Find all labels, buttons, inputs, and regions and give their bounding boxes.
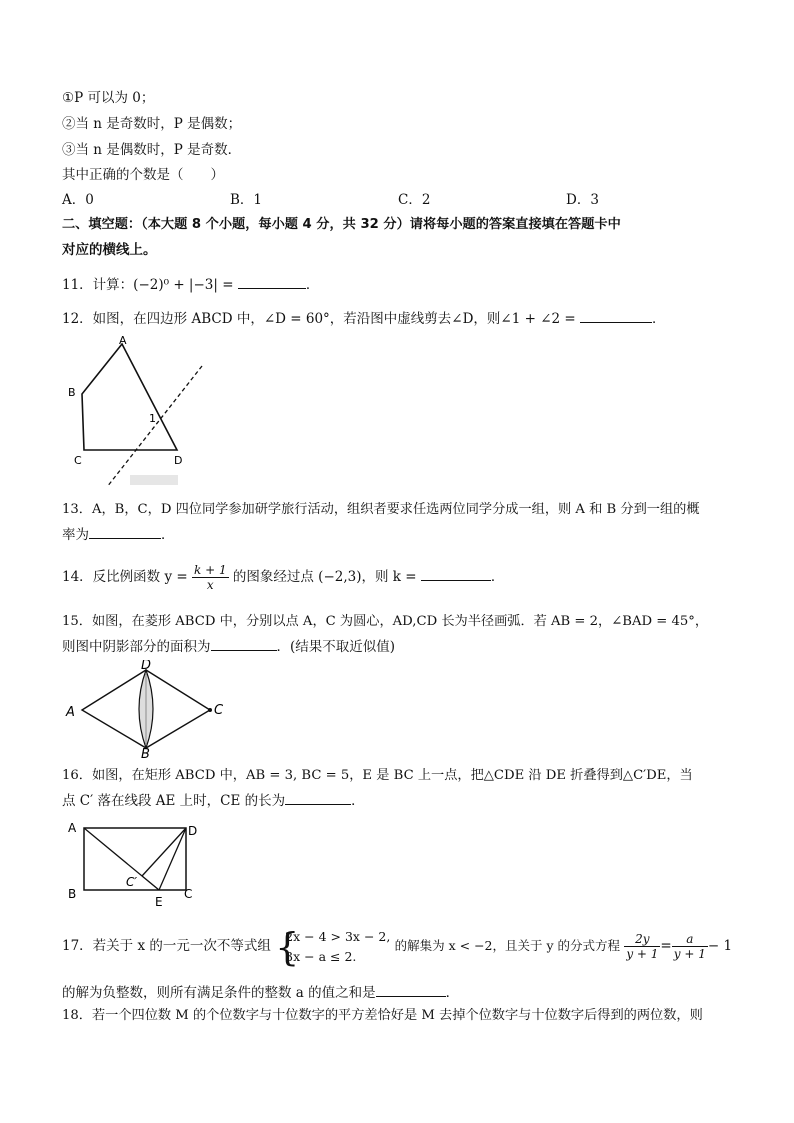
q13-answer-blank[interactable]	[89, 524, 161, 539]
choice-a: A．0	[62, 192, 94, 208]
question-16-line2	[62, 790, 365, 811]
q16-label-b: B	[68, 887, 77, 901]
question-17: 17．若关于 x 的一元一次不等式组 { 2x − 4 > 3x − 2, 3x − a ≤ 2. 的解集为 x < −2，且关于 y 的分式方程 $\frac{2y}{y + 1}$ = $\frac{a}{y + 1}$ − 1	[62, 924, 733, 969]
q16-answer-blank[interactable]	[285, 790, 351, 805]
question-16-line1: 16．如图，在矩形 ABCD 中，AB = 3, BC = 5，E 是 BC 上一点，把△CDE 沿 DE 折叠得到△C′DE，当	[62, 768, 693, 783]
option-statement-3: ③当 n 是偶数时，P 是奇数．	[62, 142, 242, 158]
q17-mid: 的解集为 x < −2，且关于 y 的分式方程	[394, 938, 621, 953]
q17-inequality-1: 2x − 4 > 3x − 2,	[285, 928, 391, 944]
q17-rhs-fraction: $\frac{a}{y + 1}$	[673, 932, 706, 961]
q15-suffix: ．(结果不取近似值)	[276, 639, 396, 655]
question-11	[62, 274, 319, 295]
q15-label-c: C	[214, 703, 224, 718]
option-statement-1: ①P 可以为 0；	[62, 90, 155, 106]
q15-label-b: B	[141, 747, 150, 760]
section-heading-line1: 二、填空题：（本大题 8 个小题，每小题 4 分，共 32 分）请将每小题的答案直接填在答题卡中	[62, 217, 621, 232]
question-prompt: 其中正确的个数是（ ）	[62, 167, 224, 183]
q12-label-c: C	[74, 454, 82, 467]
choice-c: C．2	[398, 192, 431, 208]
q17-end: ．	[445, 985, 460, 1001]
q14-prefix: 14．反比例函数 y =	[62, 569, 188, 585]
q11-end: ．	[305, 277, 320, 293]
option-statement-2: ②当 n 是奇数时，P 是偶数；	[62, 116, 242, 132]
question-14	[62, 560, 504, 594]
q12-label-a: A	[119, 334, 127, 347]
q12-answer-blank[interactable]	[580, 308, 652, 323]
q16-end: ．	[351, 793, 365, 809]
section-heading-line2: 对应的横线上。	[62, 242, 157, 258]
q17-inequality-system: { 2x − 4 > 3x − 2, 3x − a ≤ 2.	[275, 924, 391, 969]
q16-label-d: D	[188, 824, 198, 838]
choice-d: D．3	[566, 192, 599, 208]
q17-lhs-fraction: $\frac{2y}{y + 1}$	[626, 932, 659, 961]
q17-answer-blank[interactable]	[376, 982, 446, 997]
question-18-line1: 18．若一个四位数 M 的个位数字与十位数字的平方差恰好是 M 去掉个位数字与十位数字后得到的两位数，则	[62, 1008, 703, 1023]
q11-text: 11．计算：(−2)⁰ + |−3| =	[62, 277, 234, 293]
q12-label-b: B	[68, 386, 76, 399]
question-13-line2	[62, 524, 175, 545]
choice-b: B．1	[230, 192, 263, 208]
q16-label-c: C	[184, 887, 193, 901]
q15-prefix: 则图中阴影部分的面积为	[62, 639, 211, 655]
q14-fraction: $\frac{k + 1}{x}$	[194, 563, 227, 592]
q12-text: 12．如图，在四边形 ABCD 中，∠D = 60°，若沿图中虚线剪去∠D，则∠1 + ∠2 =	[62, 311, 576, 327]
q17-line2-prefix: 的解为负整数，则所有满足条件的整数 a 的值之和是	[62, 985, 376, 1001]
question-15-line2	[62, 636, 395, 657]
q12-label-d: D	[174, 454, 183, 467]
q15-label-a: A	[66, 705, 75, 720]
q14-end: ．	[490, 569, 505, 585]
q12-label-angle1: 1	[149, 412, 156, 425]
q13-prefix: 率为	[62, 527, 89, 543]
q16-label-a: A	[68, 821, 77, 835]
q16-prefix: 点 C′ 落在线段 AE 上时，CE 的长为	[62, 793, 286, 809]
q15-answer-blank[interactable]	[211, 636, 277, 651]
q17-prefix: 17．若关于 x 的一元一次不等式组	[62, 938, 271, 954]
question-12	[62, 308, 666, 329]
q15-label-d: D	[141, 660, 152, 673]
answer-choices	[0, 190, 794, 210]
q12-end: ．	[652, 311, 666, 327]
q11-answer-blank[interactable]	[238, 274, 306, 289]
q17-tail: − 1	[707, 938, 733, 954]
q12-figure	[62, 332, 212, 492]
q16-label-cprime: C′	[126, 875, 138, 889]
q14-suffix: 的图象经过点 (−2,3)，则 k =	[232, 569, 417, 585]
q13-end: ．	[161, 527, 175, 543]
question-15-line1: 15．如图，在菱形 ABCD 中，分别以点 A，C 为圆心，AD,CD 长为半径画弧．若 AB = 2，∠BAD = 45°，	[62, 614, 709, 629]
q17-inequality-2: 3x − a ≤ 2.	[285, 948, 357, 964]
q15-figure	[62, 660, 232, 760]
q14-answer-blank[interactable]	[421, 566, 491, 581]
question-13-line1: 13．A，B，C，D 四位同学参加研学旅行活动，组织者要求任选两位同学分成一组，则 A 和 B 分到一组的概	[62, 502, 700, 517]
q16-label-e: E	[155, 895, 163, 909]
question-17-line2	[62, 982, 459, 1003]
q16-figure	[62, 818, 222, 913]
